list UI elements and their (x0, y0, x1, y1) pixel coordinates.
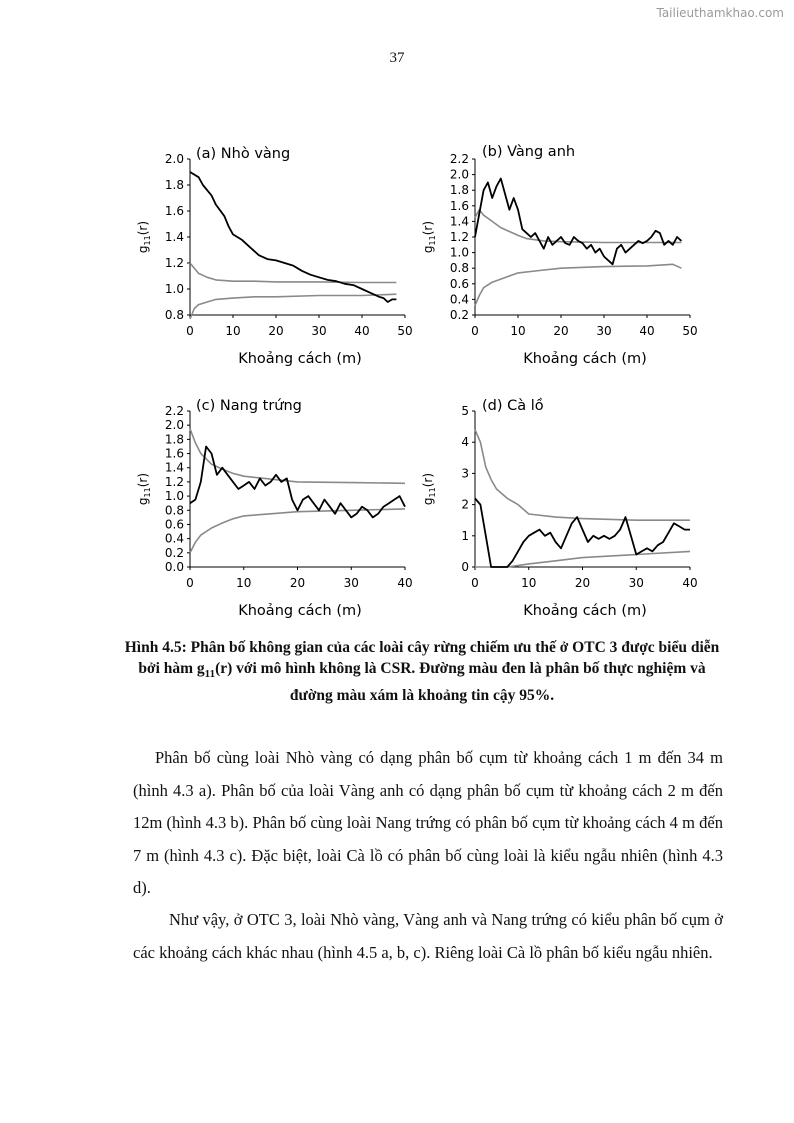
y-axis-label (421, 473, 437, 505)
y-tick-label: 1.4 (164, 230, 184, 244)
x-axis-label: Khoảng cách (m) (238, 603, 362, 619)
series-line-observed (475, 498, 690, 567)
y-label-tail: (r) (136, 472, 150, 488)
x-tick-label: 40 (354, 324, 370, 338)
paragraph-1: Phân bố cùng loài Nhò vàng có dạng phân bố cụm từ khoảng cách 1 m đến 34 m (hình 4.3 a). Phân bố của loài Vàng anh có dạng phân bố cụm từ khoảng cách 2 m đến 12m (hình 4.3 b). Phân bố cùng loài Nang trứng có phân bố cụm từ khoảng cách 4 m đến 7 m (hình 4.3 c). Đặc biệt, loài Cà lồ có phân bố cùng loài là kiểu ngẫu nhiên (hình 4.3 d). (133, 748, 723, 897)
x-tick-label: 40 (682, 576, 698, 590)
y-tick-label: 1.2 (449, 230, 469, 244)
y-axis-label (136, 473, 152, 505)
y-tick-label: 1.4 (164, 460, 184, 475)
y-tick-label: 2 (461, 497, 469, 512)
page-number: 37 (389, 50, 405, 66)
y-label-main: g (136, 245, 150, 254)
y-tick-label: 0.4 (449, 292, 469, 307)
y-tick-label: 0 (461, 560, 469, 574)
y-label-tail: (r) (421, 472, 435, 488)
y-tick-label: 0.8 (164, 308, 184, 322)
chart-title: (d) Cà lồ (482, 398, 544, 414)
series-line-ci (475, 551, 690, 567)
y-label-sub: 11 (428, 235, 437, 246)
paragraph-2: Như vậy, ở OTC 3, loài Nhò vàng, Vàng anh và Nang trứng có kiểu phân bố cụm ở các khoảng cách khác nhau (hình 4.5 a, b, c). Riêng loài Cà lồ phân bố kiểu ngẫu nhiên. (133, 910, 723, 962)
y-tick-label: 1.8 (449, 183, 469, 198)
chart-panel-d (421, 397, 698, 619)
series-line-ci (190, 509, 405, 553)
x-tick-label: 50 (397, 324, 413, 338)
y-tick-label: 0.8 (449, 261, 469, 276)
y-tick-label: 1.0 (164, 282, 184, 296)
x-tick-label: 20 (553, 324, 569, 338)
x-tick-label: 30 (311, 324, 327, 338)
y-tick-label: 3 (461, 466, 469, 481)
caption-suffix: (r) với mô hình không là CSR. Đường màu đen là phân bố thực nghiệm và đường màu xám là khoảng tin cậy 95%. (215, 660, 706, 705)
y-tick-label: 0.2 (164, 545, 184, 560)
x-tick-label: 20 (289, 576, 306, 590)
y-tick-label: 4 (461, 435, 469, 450)
y-label-sub: 11 (428, 487, 437, 498)
y-tick-label: 1.0 (164, 489, 184, 504)
y-label-sub: 11 (143, 235, 152, 246)
series-line-ci (190, 429, 405, 484)
x-tick-label: 50 (682, 324, 698, 338)
y-tick-label: 1.6 (164, 446, 184, 461)
y-tick-label: 0.0 (164, 560, 184, 574)
series-line-ci (475, 264, 681, 305)
x-tick-label: 30 (343, 576, 359, 590)
chart-panel-b (421, 144, 698, 367)
y-label-main: g (421, 245, 435, 254)
y-label-sub: 11 (143, 487, 152, 498)
chart-panel-c (136, 398, 413, 619)
y-tick-label: 1 (461, 528, 469, 543)
y-label-main: g (136, 497, 150, 506)
x-axis-label: Khoảng cách (m) (238, 351, 362, 367)
y-label-tail: (r) (421, 220, 435, 236)
y-tick-label: 5 (461, 404, 469, 418)
y-tick-label: 2.0 (164, 418, 184, 433)
y-axis-label (421, 221, 437, 253)
y-tick-label: 0.6 (449, 276, 469, 291)
y-axis-label (136, 221, 152, 253)
x-tick-label: 0 (471, 324, 479, 338)
x-tick-label: 10 (510, 324, 526, 338)
y-tick-label: 1.4 (449, 214, 469, 229)
y-tick-label: 1.6 (449, 198, 469, 213)
y-tick-label: 0.4 (164, 531, 184, 546)
y-tick-label: 1.2 (164, 474, 184, 489)
chart-title: (a) Nhò vàng (196, 146, 291, 162)
chart-panel-a (136, 146, 413, 367)
y-tick-label: 1.8 (164, 432, 184, 447)
x-tick-label: 30 (628, 576, 644, 590)
x-tick-label: 10 (521, 576, 537, 590)
series-line-ci (475, 430, 690, 521)
y-tick-label: 1.6 (164, 204, 184, 218)
series-line-observed (475, 179, 681, 265)
x-axis-label: Khoảng cách (m) (523, 351, 647, 367)
chart-title: (b) Vàng anh (482, 144, 576, 160)
x-tick-label: 10 (236, 576, 252, 590)
x-tick-label: 0 (186, 576, 194, 590)
x-tick-label: 40 (397, 576, 413, 590)
y-tick-label: 2.2 (164, 404, 184, 418)
x-tick-label: 30 (596, 324, 612, 338)
x-tick-label: 40 (639, 324, 655, 338)
watermark: Tailieuthamkhao.com (656, 6, 784, 20)
y-tick-label: 2.0 (164, 152, 184, 166)
x-axis-label: Khoảng cách (m) (523, 603, 647, 619)
y-tick-label: 2.0 (449, 167, 469, 182)
y-tick-label: 1.2 (164, 256, 184, 270)
y-label-main: g (421, 497, 435, 506)
y-tick-label: 1.0 (449, 245, 469, 260)
x-tick-label: 0 (186, 324, 194, 338)
figure-caption (120, 637, 724, 706)
y-tick-label: 0.8 (164, 503, 184, 518)
chart-title: (c) Nang trứng (196, 398, 302, 414)
y-label-tail: (r) (136, 220, 150, 236)
x-tick-label: 10 (225, 324, 241, 338)
x-tick-label: 20 (268, 324, 284, 338)
x-tick-label: 20 (574, 576, 591, 590)
y-tick-label: 0.6 (164, 517, 184, 532)
x-tick-label: 0 (471, 576, 479, 590)
caption-prefix: Hình 4.5: Phân bố không gian của các loài cây rừng chiếm ưu thế ở OTC 3 được biểu diễn bởi hàm g (124, 639, 720, 677)
caption-subscript: 11 (204, 668, 216, 681)
y-tick-label: 1.8 (164, 178, 184, 192)
y-tick-label: 0.2 (449, 308, 469, 322)
y-tick-label: 2.2 (449, 152, 469, 166)
